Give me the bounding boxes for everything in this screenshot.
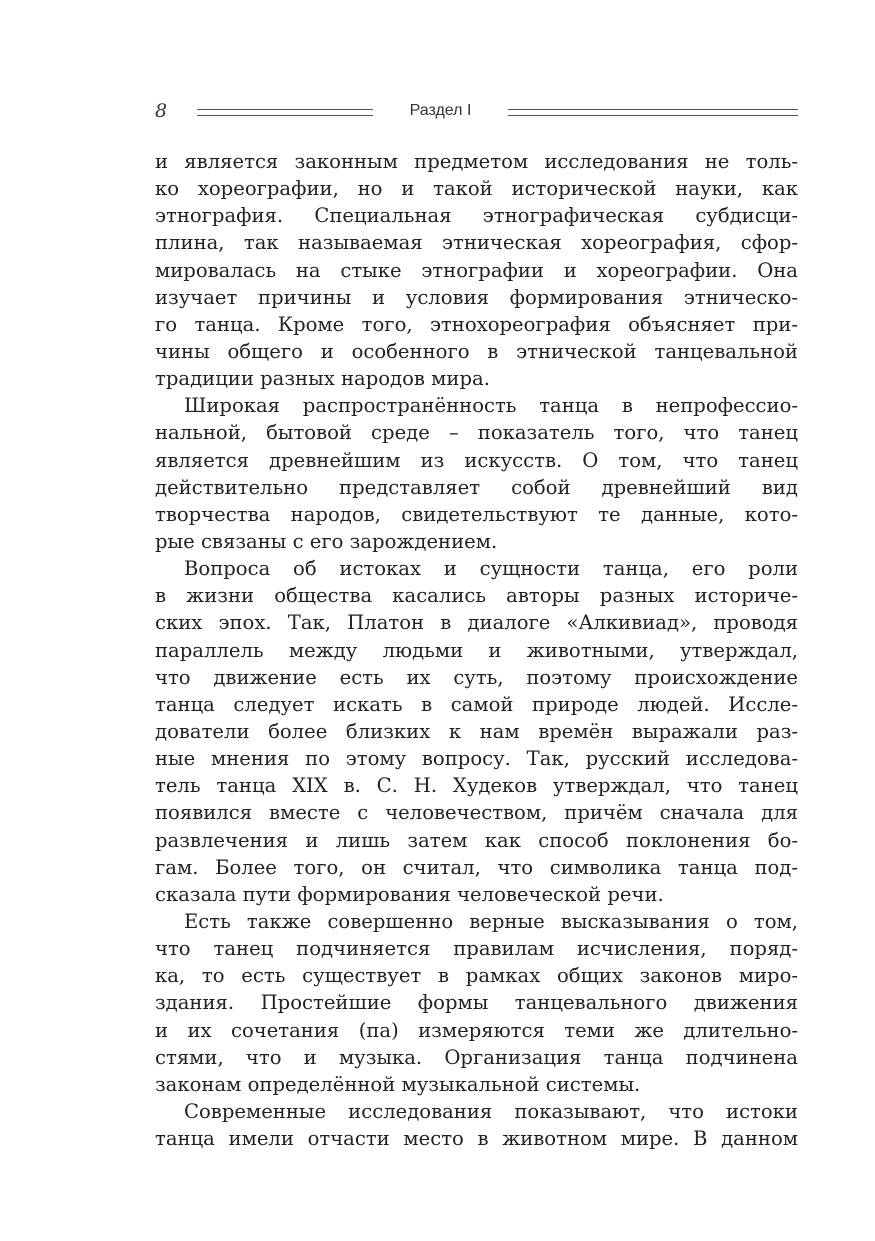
text-line: появился вместе с человечеством, причём сначала для [155,801,798,825]
text-line: ских эпох. Так, Платон в диалоге «Алкивиад», проводя [155,611,798,635]
text-line: что танец подчиняется правилам исчисления, поряд- [155,937,798,961]
text-line: плина, так называемая этническая хореография, сфор- [155,231,798,255]
text-line: стями, что и музыка. Организация танца подчинена [155,1045,798,1069]
header-rule-right [508,109,798,116]
running-header [155,100,798,128]
text-line: чины общего и особенного в этнической танцевальной [155,339,798,363]
text-line: тель танца XIX в. С. Н. Худеков утверждал, что танец [155,774,798,798]
text-line: параллель между людьми и животными, утверждал, [155,638,798,662]
text-line: здания. Простейшие формы танцевального движения [155,991,798,1015]
text-line: Вопроса об истоках и сущности танца, его роли [184,557,798,581]
text-line: изучает причины и условия формирования этническо- [155,285,798,309]
text-line: рые связаны с его зарождением. [155,529,498,553]
text-line: танца имели отчасти место в животном мире. В данном [155,1127,798,1151]
text-line: танца следует искать в самой природе людей. Иссле- [155,692,798,716]
text-line: ные мнения по этому вопросу. Так, русский исследова- [155,747,798,771]
text-line: этнография. Специальная этнографическая субдисци- [155,204,798,228]
text-line: в жизни общества касались авторы разных историче- [155,584,798,608]
section-title: Раздел I [409,102,472,119]
body-text [155,148,798,1152]
text-line: мировалась на стыке этнографии и хореографии. Она [155,258,798,282]
text-line: ко хореографии, но и такой исторической науки, как [155,177,798,201]
text-line: творчества народов, свидетельствуют те данные, кото- [155,502,798,526]
text-line: законам определённой музыкальной системы. [155,1072,641,1096]
text-line: является древнейшим из искусств. О том, что танец [155,448,798,472]
text-line: традиции разных народов мира. [155,367,490,391]
text-line: Современные исследования показывают, что истоки [184,1099,798,1123]
text-line: развлечения и лишь затем как способ поклонения бо- [155,828,798,852]
text-line: Есть также совершенно верные высказывания о том, [184,909,798,933]
text-line: и их сочетания (па) измеряются теми же длительно- [155,1018,798,1042]
text-line: и является законным предметом исследования не толь- [155,150,798,173]
text-line: действительно представляет собой древнейший вид [155,475,798,499]
text-line: Широкая распространённость танца в непрофессио- [184,394,798,418]
text-line: нальной, бытовой среде – показатель того, что танец [155,421,798,445]
text-line: ка, то есть существует в рамках общих законов миро- [155,964,798,988]
text-line: го танца. Кроме того, этнохореография объясняет при- [155,312,798,336]
header-rule-left [197,109,373,116]
text-line: сказала пути формирования человеческой речи. [155,882,664,906]
text-line: что движение есть их суть, поэтому происхождение [155,665,798,689]
text-line: гам. Более того, он считал, что символика танца под- [155,855,798,879]
text-line: дователи более близких к нам времён выражали раз- [155,719,798,743]
page-number: 8 [155,100,168,122]
